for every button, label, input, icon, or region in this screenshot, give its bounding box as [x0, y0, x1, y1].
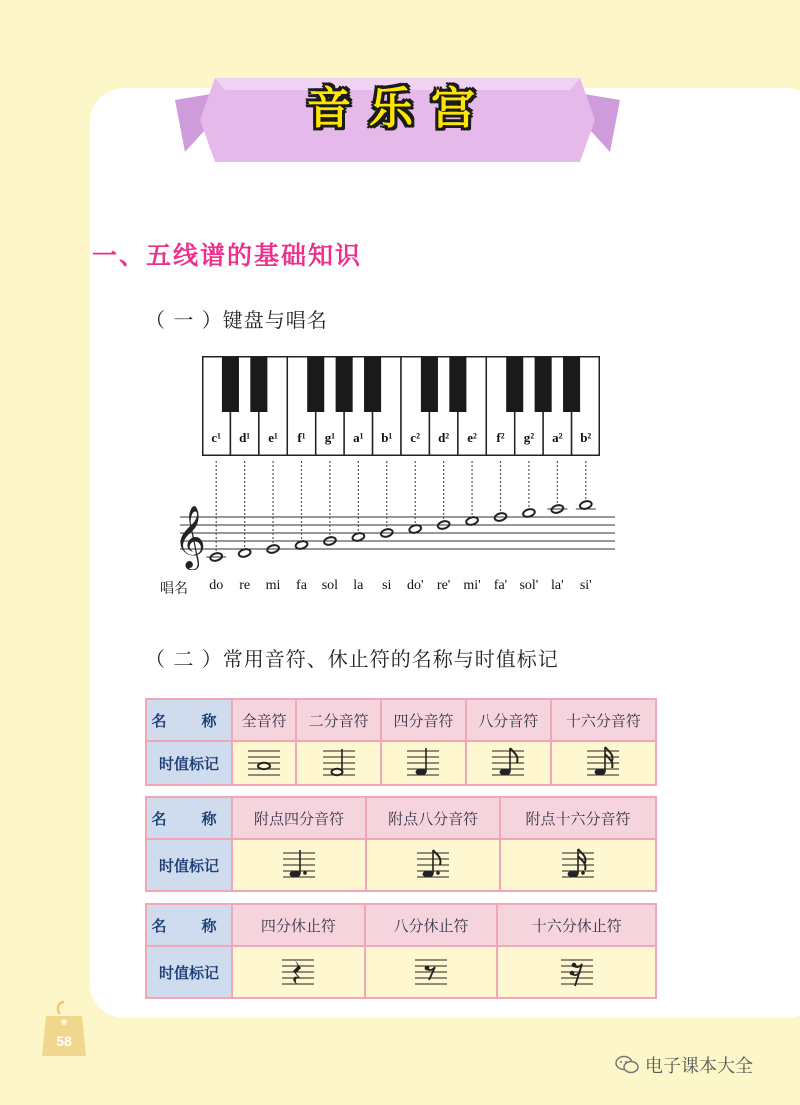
- name-row-label: 名 称: [146, 797, 232, 839]
- dotted-quarter-note-symbol: [232, 839, 366, 891]
- whole-note-symbol: [232, 741, 296, 785]
- solfege-syllable: mi: [265, 578, 281, 593]
- page-number: 58: [56, 1033, 72, 1049]
- black-key: [250, 356, 267, 412]
- key-label: c²: [410, 430, 421, 445]
- key-label: e²: [467, 430, 477, 445]
- sixteenth-note-symbol: [551, 741, 656, 785]
- solfege-row-label: 唱名: [160, 581, 188, 597]
- watermark: [615, 1052, 753, 1078]
- black-key: [449, 356, 466, 412]
- solfege-syllable: re': [436, 578, 451, 593]
- key-label: b²: [580, 430, 592, 445]
- value-row-label: 时值标记: [146, 946, 232, 998]
- name-row-label: 名 称: [146, 699, 232, 741]
- value-row-label: 时值标记: [146, 839, 232, 891]
- column-header: 四分休止符: [232, 904, 365, 946]
- key-label: f²: [496, 430, 505, 445]
- column-header: 八分音符: [466, 699, 551, 741]
- page-title: 音乐宫: [307, 83, 493, 134]
- black-key: [563, 356, 580, 412]
- column-header: 附点四分音符: [232, 797, 366, 839]
- watermark-text: 电子课本大全: [645, 1056, 753, 1077]
- column-header: 全音符: [232, 699, 296, 741]
- solfege-syllable: si: [382, 578, 392, 593]
- key-label: g¹: [324, 430, 336, 445]
- name-row-label: 名 称: [146, 904, 232, 946]
- subsection-keyboard-heading: （ 一 ）键盘与唱名: [145, 308, 328, 332]
- section-heading: 一、五线谱的基础知识: [92, 241, 363, 270]
- quarter-note-symbol: [381, 741, 466, 785]
- value-row-label: 时值标记: [146, 741, 232, 785]
- solfege-syllable: do: [209, 578, 224, 593]
- column-header: 四分音符: [381, 699, 466, 741]
- treble-clef-icon: 𝄞: [174, 505, 206, 568]
- half-note-symbol: [296, 741, 381, 785]
- black-key: [506, 356, 523, 412]
- black-key: [535, 356, 552, 412]
- column-header: 二分音符: [296, 699, 381, 741]
- eighth-note-symbol: [466, 741, 551, 785]
- solfege-syllable: do': [406, 578, 424, 593]
- dotted-eighth-note-symbol: [366, 839, 500, 891]
- black-key: [222, 356, 239, 412]
- black-key: [364, 356, 381, 412]
- piano-keyboard: [202, 356, 600, 456]
- solfege-syllable: la': [551, 578, 564, 593]
- column-header: 十六分音符: [551, 699, 656, 741]
- key-label: d²: [438, 430, 450, 445]
- key-label: f¹: [297, 430, 306, 445]
- solfege-syllable: la: [353, 578, 364, 593]
- subsection-notes-heading: （ 二 ）常用音符、休止符的名称与时值标记: [145, 647, 559, 671]
- black-key: [307, 356, 324, 412]
- sixteenth-rest-symbol: [497, 946, 656, 998]
- dotted-notes-table: [145, 796, 657, 892]
- solfege-syllable: mi': [463, 578, 481, 593]
- solfege-syllable: sol: [321, 578, 339, 593]
- key-label: a¹: [353, 430, 364, 445]
- solfege-syllable: si': [579, 578, 592, 593]
- column-header: 八分休止符: [365, 904, 498, 946]
- key-label: b¹: [381, 430, 393, 445]
- dotted-sixteenth-note-symbol: [500, 839, 656, 891]
- wechat-icon: [615, 1055, 639, 1075]
- treble-staff: [160, 455, 630, 570]
- key-label: c¹: [211, 430, 222, 445]
- column-header: 附点十六分音符: [500, 797, 656, 839]
- note-values-table: [145, 698, 657, 786]
- quarter-rest-symbol: [232, 946, 365, 998]
- key-label: g²: [523, 430, 535, 445]
- solfege-syllable: fa': [493, 578, 508, 593]
- column-header: 十六分休止符: [497, 904, 656, 946]
- black-key: [336, 356, 353, 412]
- key-label: d¹: [239, 430, 251, 445]
- solfege-syllable: fa: [296, 578, 307, 593]
- key-label: a²: [552, 430, 563, 445]
- page-number-tag: [42, 1000, 86, 1056]
- solfege-syllable: sol': [519, 578, 539, 593]
- black-key: [421, 356, 438, 412]
- column-header: 附点八分音符: [366, 797, 500, 839]
- key-label: e¹: [268, 430, 278, 445]
- solfege-syllable: re: [239, 578, 251, 593]
- eighth-rest-symbol: [365, 946, 498, 998]
- rests-table: [145, 903, 657, 999]
